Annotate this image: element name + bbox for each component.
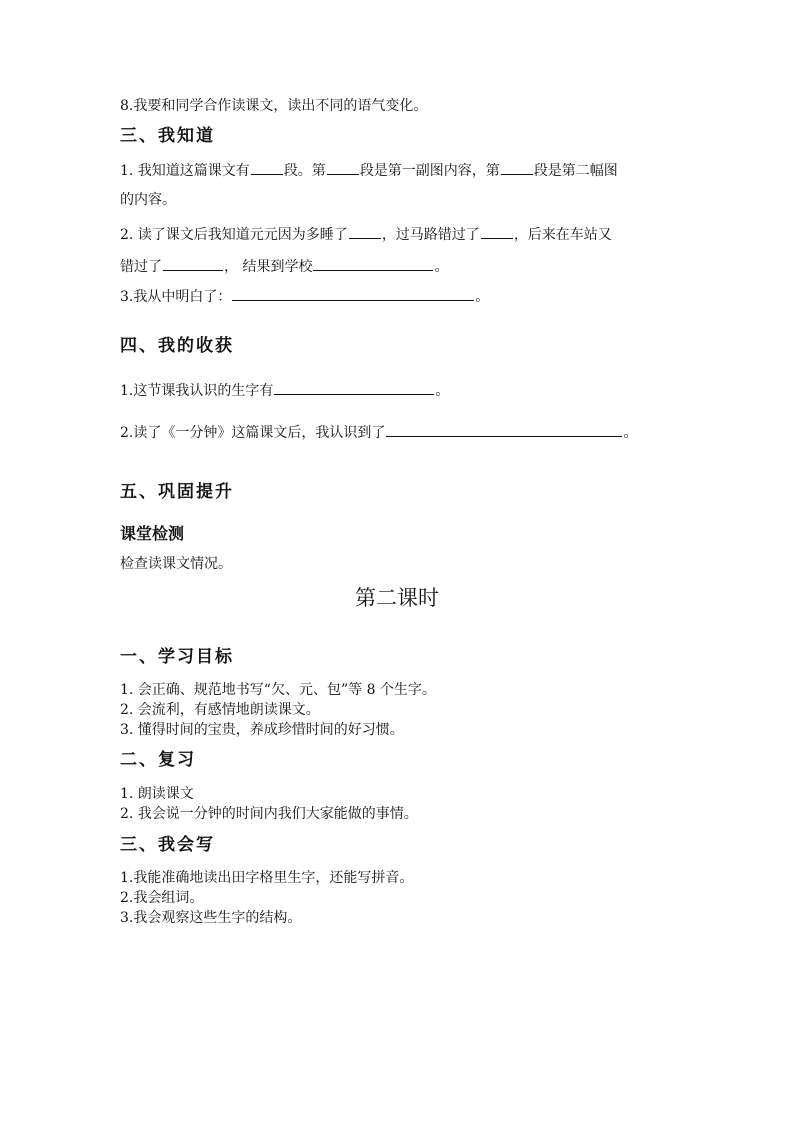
fill-blank[interactable] bbox=[386, 422, 622, 437]
question-story: 2. 读了课文后我知道元元因为多睡了 ，过马路错过了 ，后来在车站又 bbox=[120, 224, 612, 245]
lesson2-title: 第二课时 bbox=[355, 586, 439, 610]
fill-blank[interactable] bbox=[251, 160, 283, 175]
fill-blank[interactable] bbox=[274, 380, 434, 395]
fill-blank[interactable] bbox=[232, 286, 474, 301]
list-item: 2. 会流利，有感情地朗读课文。 bbox=[120, 702, 320, 718]
list-item: 2. 我会说一分钟的时间内我们大家能做的事情。 bbox=[120, 806, 418, 822]
question-paragraphs: 1. 我知道这篇课文有 段。第 段是第一副图内容，第 段是第二幅图 bbox=[120, 160, 618, 181]
section-heading-review: 二、复习 bbox=[120, 750, 196, 770]
section-heading-harvest: 四、我的收获 bbox=[120, 336, 234, 356]
list-item: 1. 朗读课文 bbox=[120, 786, 194, 802]
question-lesson-learned: 3.我从中明白了： 。 bbox=[120, 286, 489, 307]
section-heading-objectives: 一、学习目标 bbox=[120, 647, 234, 667]
list-item: 3.我会观察这些生字的结构。 bbox=[120, 910, 302, 926]
section-heading-consolidate: 五、巩固提升 bbox=[120, 482, 234, 502]
subheading-classroom-check: 课堂检测 bbox=[120, 524, 185, 543]
section-heading-i-know: 三、我知道 bbox=[120, 126, 215, 146]
lesson1-item8: 8.我要和同学合作读课文，读出不同的语气变化。 bbox=[120, 98, 428, 114]
fill-blank[interactable] bbox=[481, 224, 513, 239]
list-item: 1.我能准确地读出田字格里生字，还能写拼音。 bbox=[120, 870, 414, 886]
fill-blank[interactable] bbox=[327, 160, 359, 175]
fill-blank[interactable] bbox=[313, 256, 433, 271]
fill-blank[interactable] bbox=[501, 160, 533, 175]
list-item: 1. 会正确、规范地书写“欠、元、包”等 8 个生字。 bbox=[120, 682, 436, 698]
question-realization: 2.读了《一分钟》这篇课文后，我认识到了 。 bbox=[120, 422, 637, 443]
question-story-cont: 错过了 ， 结果到学校 。 bbox=[120, 256, 448, 277]
section-heading-writing: 三、我会写 bbox=[120, 835, 215, 855]
list-item: 2.我会组词。 bbox=[120, 890, 204, 906]
check-reading-text: 检查读课文情况。 bbox=[120, 556, 232, 572]
question-paragraphs-cont: 的内容。 bbox=[120, 192, 176, 208]
question-new-characters: 1.这节课我认识的生字有 。 bbox=[120, 380, 449, 401]
list-item: 3. 懂得时间的宝贵，养成珍惜时间的好习惯。 bbox=[120, 722, 404, 738]
fill-blank[interactable] bbox=[349, 224, 381, 239]
fill-blank[interactable] bbox=[163, 256, 223, 271]
